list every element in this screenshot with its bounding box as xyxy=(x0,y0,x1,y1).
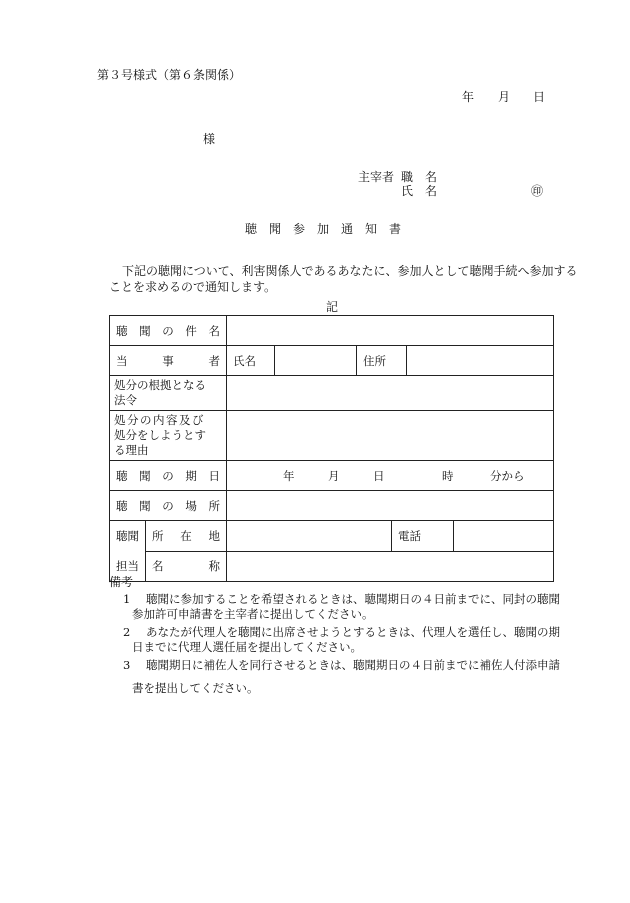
label-party: 当 事 者 xyxy=(110,346,227,376)
note-2-line-2: 日までに代理人選任届を提出してください。 xyxy=(132,640,362,654)
row-hearing-name xyxy=(110,316,554,346)
date-month-label: 月 xyxy=(498,90,511,104)
note-2-number: 2 xyxy=(123,625,131,639)
label-basis: 処分の根拠となる 法令 xyxy=(110,376,227,411)
row-hearing-place xyxy=(110,491,554,521)
sender-position-label: 職 名 xyxy=(401,170,438,184)
note-3-number: 3 xyxy=(123,658,131,672)
row-basis xyxy=(110,376,554,411)
note-1-number: 1 xyxy=(123,592,131,606)
value-hearing-place[interactable] xyxy=(227,491,554,521)
label-hearing-date: 聴 聞 の 期 日 xyxy=(110,461,227,491)
row-party xyxy=(110,346,554,376)
label-charge: 聴聞 担当 xyxy=(110,521,146,582)
sender-name-label: 氏 名 xyxy=(401,184,438,198)
row-charge-location xyxy=(110,521,554,552)
value-party-address[interactable] xyxy=(407,346,554,376)
body-line-2: ことを求めるので通知します。 xyxy=(109,280,277,294)
note-2-line-1: あなたが代理人を聴聞に出席させようとするときは、代理人を選任し、聴聞の期 xyxy=(146,625,560,639)
label-hearing-name: 聴 聞 の 件 名 xyxy=(110,316,227,346)
seal-mark: ㊞ xyxy=(531,184,544,198)
value-phone[interactable] xyxy=(454,521,554,552)
body-line-1: 下記の聴聞について、利害関係人であるあなたに、参加人として聴聞手続へ参加する xyxy=(122,264,578,278)
value-hearing-name[interactable] xyxy=(227,316,554,346)
value-hearing-date[interactable]: 年 月 日 時 分から xyxy=(227,461,554,491)
note-1-line-1: 聴聞に参加することを希望されるときは、聴聞期日の４日前までに、同封の聴聞 xyxy=(146,592,560,606)
form-number: 第３号様式（第６条関係） xyxy=(97,68,242,82)
label-phone: 電話 xyxy=(392,521,454,552)
label-location: 所 在 地 xyxy=(146,521,227,552)
label-charge-name: 名 称 xyxy=(146,551,227,582)
label-hearing-place: 聴 聞 の 場 所 xyxy=(110,491,227,521)
value-content[interactable] xyxy=(227,411,554,461)
value-basis[interactable] xyxy=(227,376,554,411)
label-party-address: 住所 xyxy=(357,346,407,376)
value-location[interactable] xyxy=(227,521,392,552)
label-content: 処分の内容及び 処分をしようとす る理由 xyxy=(110,411,227,461)
ki-label: 記 xyxy=(326,300,339,314)
value-charge-name[interactable] xyxy=(227,551,554,582)
notice-table xyxy=(109,315,554,582)
label-party-name: 氏名 xyxy=(227,346,275,376)
document-title: 聴 聞 参 加 通 知 書 xyxy=(245,222,402,236)
addressee-suffix: 様 xyxy=(203,132,216,146)
date-day-label: 日 xyxy=(533,90,546,104)
note-1-line-2: 参加許可申請書を主宰者に提出してください。 xyxy=(132,607,374,621)
row-charge-name xyxy=(110,551,554,582)
note-3-line-1: 聴聞期日に補佐人を同行させるときは、聴聞期日の４日前までに補佐人付添申請 xyxy=(146,658,560,672)
sender-title: 主宰者 xyxy=(358,170,395,184)
date-year-label: 年 xyxy=(462,90,475,104)
row-hearing-date xyxy=(110,461,554,491)
row-content xyxy=(110,411,554,461)
value-party-name[interactable] xyxy=(275,346,357,376)
note-3-line-2: 書を提出してください。 xyxy=(132,681,259,695)
notes-heading: 備考 xyxy=(109,575,134,589)
